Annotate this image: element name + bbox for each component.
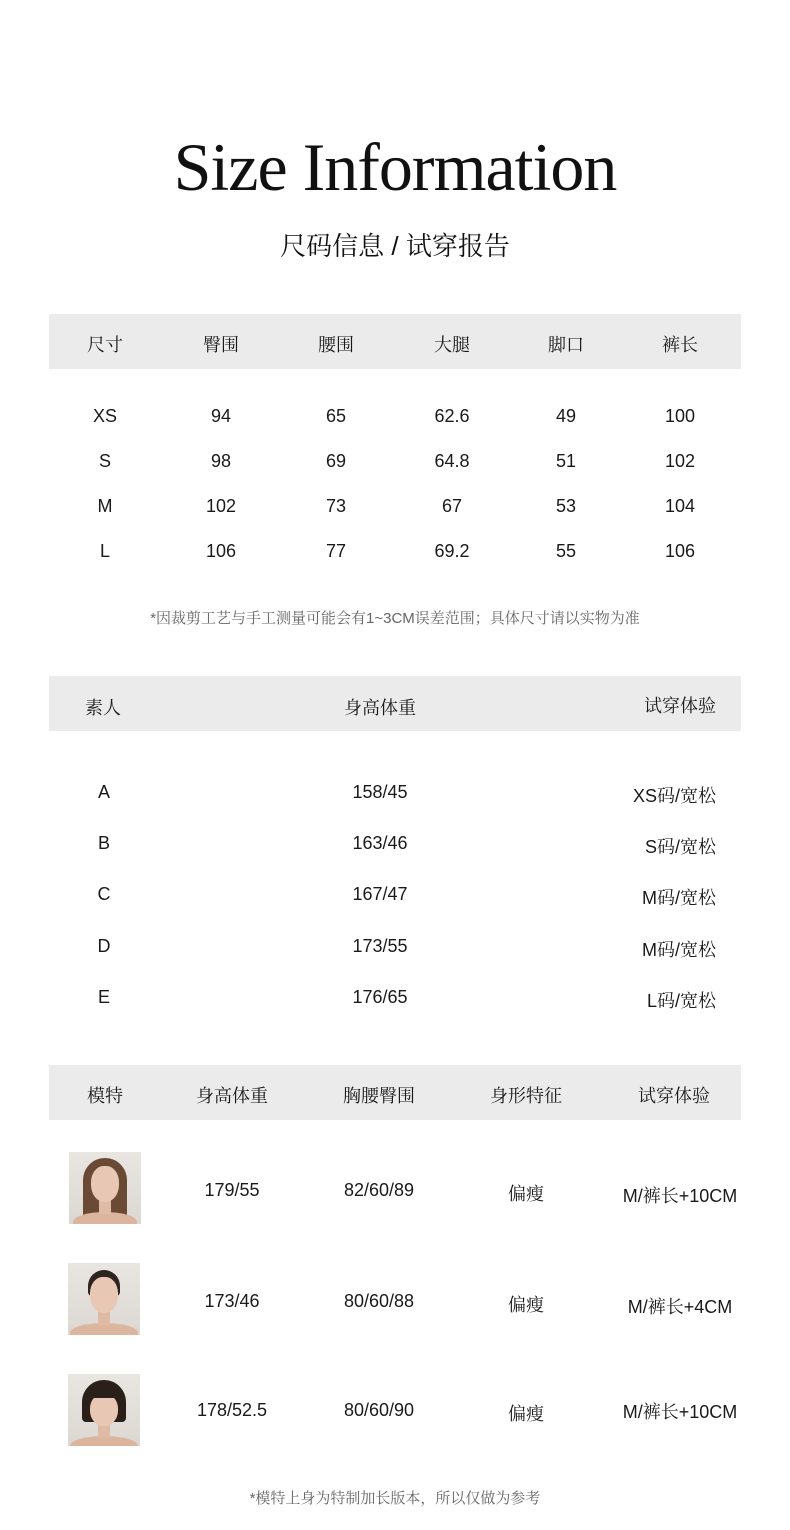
fit-cell: M/裤长+10CM [622,1402,738,1422]
fit-cell: L码/宽松 [646,991,716,1011]
height-weight-cell: 178/52.5 [196,1400,268,1420]
height-weight-cell: 176/65 [352,987,408,1007]
amateur-cell: B [97,833,111,853]
fit-cell: M码/宽松 [642,888,716,908]
fit-cell: XS码/宽松 [632,786,716,806]
measurements-cell: 80/60/90 [343,1400,415,1420]
model-col-header: 模特 [87,1086,123,1106]
fit-cell: M/裤长+4CM [627,1297,733,1317]
table-row [49,987,741,1011]
height-weight-col-header: 身高体重 [344,698,416,718]
height-weight-cell: 158/45 [352,782,408,802]
waist-col-header: 腰围 [318,335,354,355]
fit-cell: S码/宽松 [644,837,716,857]
table-row [49,833,741,857]
length-cell: 106 [664,541,696,561]
hip-cell: 106 [205,541,237,561]
body-type-cell: 偏瘦 [508,1404,544,1424]
hem-col-header: 脚口 [548,335,584,355]
amateur-cell: C [97,884,111,904]
amateur-table-header [49,676,741,731]
amateur-cell: E [97,987,111,1007]
table-row [49,782,741,806]
model-portrait-3 [68,1374,140,1446]
waist-cell: 69 [325,451,347,471]
length-col-header: 裤长 [662,335,698,355]
amateur-cell: D [97,936,111,956]
hip-col-header: 臀围 [203,335,239,355]
hem-cell: 53 [555,496,577,516]
height-weight-cell: 167/47 [352,884,408,904]
table-row [49,496,741,518]
length-cell: 102 [664,451,696,471]
body-type-col-header: 身形特征 [490,1086,562,1106]
measurements-cell: 82/60/89 [343,1180,415,1200]
amateur-col-header: 素人 [85,698,121,718]
height-weight-cell: 163/46 [352,833,408,853]
size-cell: XS [92,406,118,426]
thigh-cell: 67 [441,496,463,516]
waist-cell: 65 [325,406,347,426]
model-note: *模特上身为特制加长版本，所以仅做为参考 [249,1490,541,1507]
table-row [49,451,741,473]
hip-cell: 102 [205,496,237,516]
measurements-cell: 80/60/88 [343,1291,415,1311]
waist-cell: 77 [325,541,347,561]
size-cell: S [98,451,112,471]
hem-cell: 51 [555,451,577,471]
page-title: Size Information [173,129,617,205]
model-table-header [49,1065,741,1120]
thigh-col-header: 大腿 [434,335,470,355]
body-type-cell: 偏瘦 [508,1184,544,1204]
height-weight-cell: 179/55 [204,1180,260,1200]
size-table-header [49,314,741,369]
table-row [49,406,741,428]
length-cell: 104 [664,496,696,516]
height-weight-col-header: 身高体重 [196,1086,268,1106]
length-cell: 100 [664,406,696,426]
page-subtitle: 尺码信息 / 试穿报告 [280,231,510,261]
hem-cell: 55 [555,541,577,561]
size-cell: L [99,541,111,561]
model-portrait-1 [69,1152,141,1224]
body-type-cell: 偏瘦 [508,1295,544,1315]
fit-col-header: 试穿体验 [638,1086,710,1106]
size-cell: M [97,496,113,516]
table-row [49,936,741,960]
fit-cell: M码/宽松 [642,940,716,960]
table-row [0,1152,790,1224]
fit-col-header: 试穿体验 [644,696,716,716]
size-note: *因裁剪工艺与手工测量可能会有1~3CM误差范围；具体尺寸请以实物为准 [150,610,640,627]
table-row [0,1374,790,1446]
table-row [49,541,741,563]
table-row [0,1263,790,1335]
hem-cell: 49 [555,406,577,426]
fit-cell: M/裤长+10CM [622,1186,738,1206]
model-portrait-2 [68,1263,140,1335]
height-weight-cell: 173/46 [204,1291,260,1311]
hip-cell: 94 [210,406,232,426]
size-col-header: 尺寸 [87,335,123,355]
hip-cell: 98 [210,451,232,471]
height-weight-cell: 173/55 [352,936,408,956]
waist-cell: 73 [325,496,347,516]
measurements-col-header: 胸腰臀围 [343,1086,415,1106]
thigh-cell: 64.8 [434,451,470,471]
amateur-cell: A [97,782,111,802]
table-row [49,884,741,908]
thigh-cell: 62.6 [434,406,470,426]
thigh-cell: 69.2 [434,541,470,561]
